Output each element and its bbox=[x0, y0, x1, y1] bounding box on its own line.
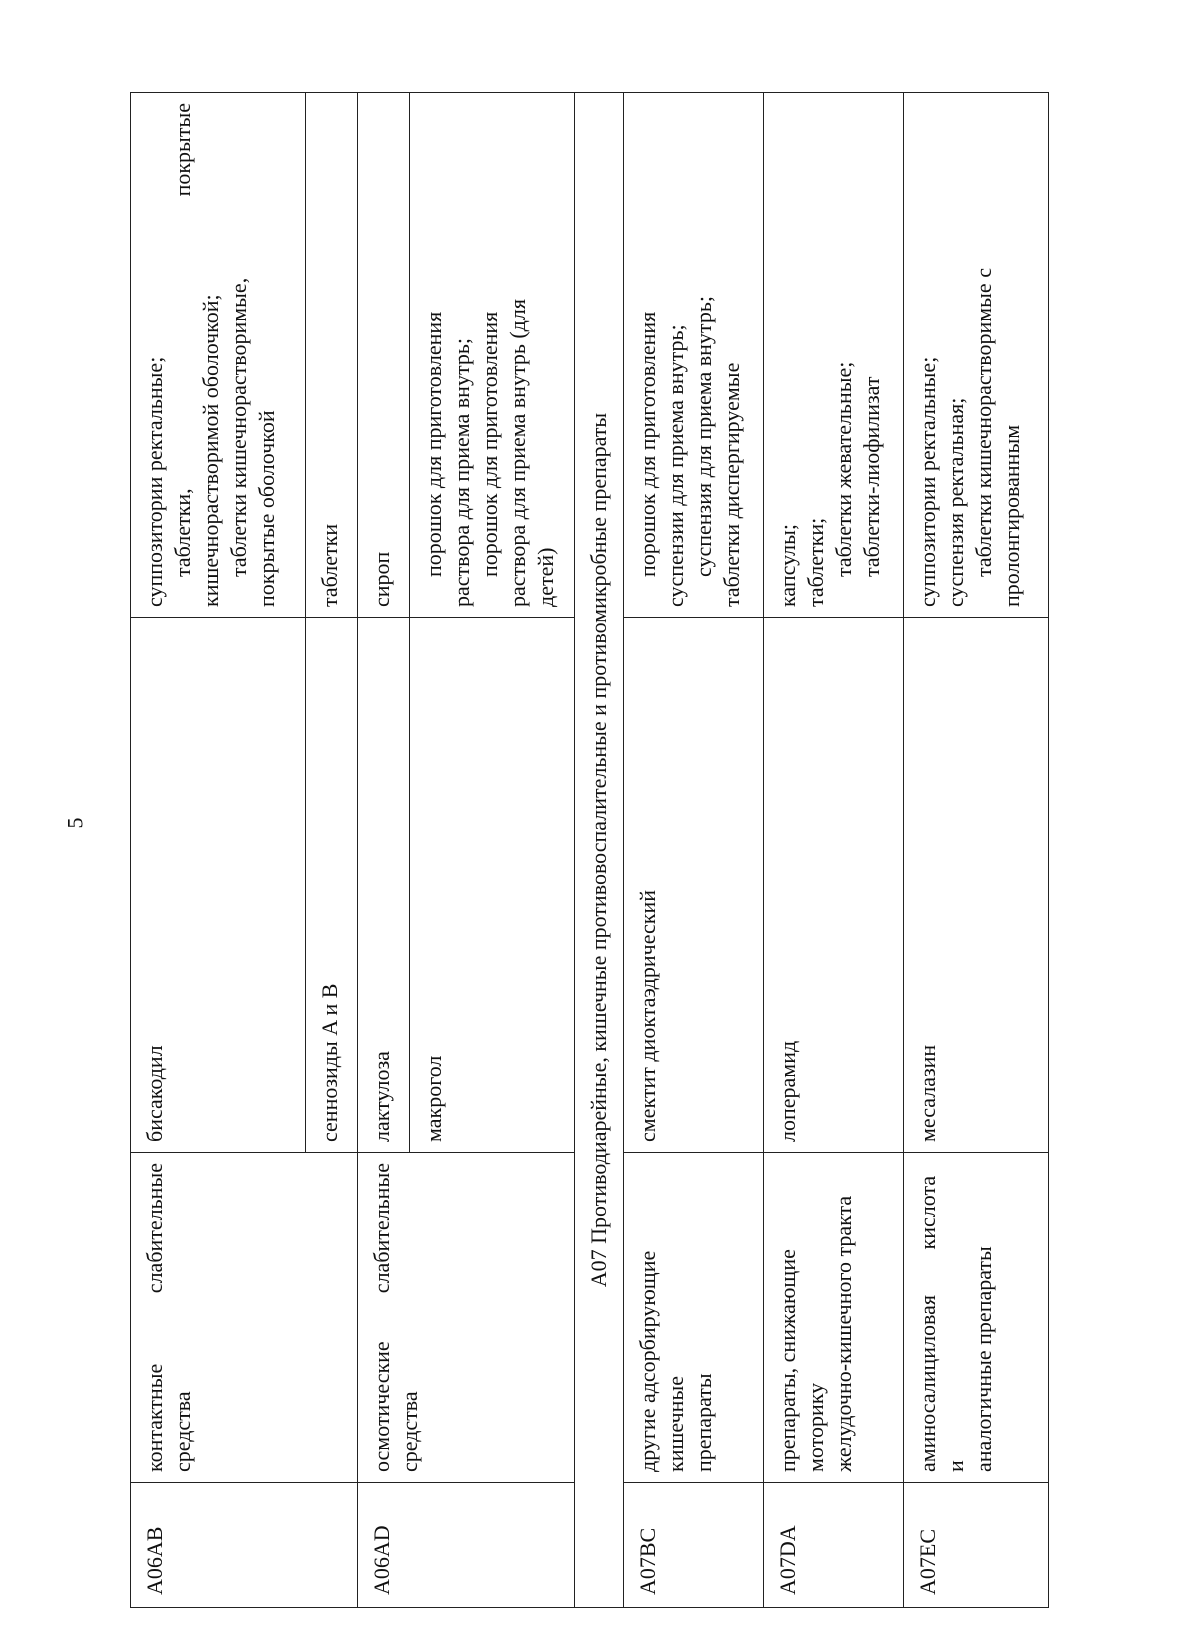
atc-code: A06AB bbox=[131, 1483, 358, 1608]
dosage-form: сироп bbox=[358, 93, 410, 618]
drug-table bbox=[130, 92, 1049, 1608]
atc-code: A07DA bbox=[764, 1483, 904, 1608]
drug-name: лоперамид bbox=[764, 618, 904, 1153]
table-row bbox=[764, 93, 904, 1608]
table-row bbox=[358, 93, 410, 1608]
group-name-word: слабительные bbox=[369, 1163, 394, 1294]
table-row bbox=[131, 93, 306, 1608]
drug-name: бисакодил bbox=[131, 618, 306, 1153]
dosage-form-line: кишечнорастворимой оболочкой; bbox=[198, 294, 223, 607]
dosage-form-line: таблетки жевательные; bbox=[831, 361, 856, 577]
group-name-cell bbox=[764, 1153, 904, 1483]
dosage-form-word: таблетки, bbox=[170, 488, 195, 577]
dosage-form-line: раствора для приема внутрь; bbox=[449, 338, 474, 607]
dosage-form: таблетки bbox=[306, 93, 358, 618]
dosage-form-line: порошок для приготовления bbox=[421, 311, 446, 577]
group-name-word: осмотические bbox=[369, 1341, 394, 1472]
table-row bbox=[904, 93, 1049, 1608]
dosage-form-line: суспензии для приема внутрь; bbox=[663, 324, 688, 607]
drug-name: месалазин bbox=[904, 618, 1049, 1153]
drug-name: лактулоза bbox=[358, 618, 410, 1153]
atc-code: A07BC bbox=[624, 1483, 764, 1608]
dosage-form-line: суппозитории ректальные; bbox=[142, 356, 167, 607]
table-row bbox=[624, 93, 764, 1608]
dosage-form-line: таблетки кишечнорастворимые с bbox=[971, 268, 996, 577]
dosage-form-line: покрытые оболочкой bbox=[254, 410, 279, 607]
group-name-word: контактные bbox=[142, 1363, 167, 1472]
group-name-cell bbox=[904, 1153, 1049, 1483]
drug-table-rotated bbox=[130, 93, 1080, 1608]
atc-code: A07EC bbox=[904, 1483, 1049, 1608]
dosage-form-line: таблетки кишечнорастворимые, bbox=[226, 277, 251, 577]
dosage-forms-cell bbox=[904, 93, 1049, 618]
group-name-cell bbox=[131, 1153, 358, 1483]
group-name-word: средства bbox=[397, 1391, 422, 1472]
group-name-cell bbox=[624, 1153, 764, 1483]
section-heading: A07 Противодиарейные, кишечные противовоспалительные и противомикробные препараты bbox=[575, 93, 624, 1608]
dosage-forms-cell bbox=[764, 93, 904, 618]
drug-name: сеннозиды A и B bbox=[306, 618, 358, 1153]
dosage-form-line: суппозитории ректальные; bbox=[915, 356, 940, 607]
dosage-form-line: порошок для приготовления bbox=[635, 311, 660, 577]
drug-name: макрогол bbox=[410, 618, 575, 1153]
dosage-form-line: порошок для приготовления bbox=[477, 311, 502, 577]
dosage-form-word: покрытые bbox=[170, 103, 195, 197]
dosage-form-line: суспензия ректальная; bbox=[943, 397, 968, 607]
table-row bbox=[575, 93, 624, 1608]
dosage-form-line: таблетки; bbox=[803, 517, 828, 607]
drug-name: смектит диоктаэдрический bbox=[624, 618, 764, 1153]
group-name-cell bbox=[358, 1153, 575, 1483]
dosage-form-line: таблетки диспергируемые bbox=[719, 362, 744, 607]
group-name-line: другие адсорбирующие кишечные bbox=[635, 1250, 688, 1472]
atc-code: A06AD bbox=[358, 1483, 575, 1608]
page-number: 5 bbox=[62, 817, 88, 829]
group-name-line: аминосалициловая кислота и bbox=[915, 1175, 968, 1472]
dosage-form-line: капсулы; bbox=[775, 524, 800, 607]
dosage-forms-cell bbox=[624, 93, 764, 618]
dosage-form-line: раствора для приема внутрь (для bbox=[505, 299, 530, 607]
dosage-form-line: таблетки-лиофилизат bbox=[859, 376, 884, 577]
dosage-forms-cell bbox=[131, 93, 306, 618]
dosage-forms-cell bbox=[410, 93, 575, 618]
group-name-line: препараты bbox=[691, 1373, 716, 1472]
group-name-word: средства bbox=[170, 1391, 195, 1472]
group-name-line: аналогичные препараты bbox=[971, 1246, 996, 1472]
dosage-form-line: суспензия для приема внутрь; bbox=[691, 296, 716, 577]
group-name-word: слабительные bbox=[142, 1163, 167, 1294]
group-name-line: препараты, снижающие моторику bbox=[775, 1249, 828, 1472]
dosage-form-line: детей) bbox=[533, 547, 558, 607]
group-name-line: желудочно-кишечного тракта bbox=[831, 1195, 856, 1472]
dosage-form-line: пролонгированным bbox=[999, 424, 1024, 607]
